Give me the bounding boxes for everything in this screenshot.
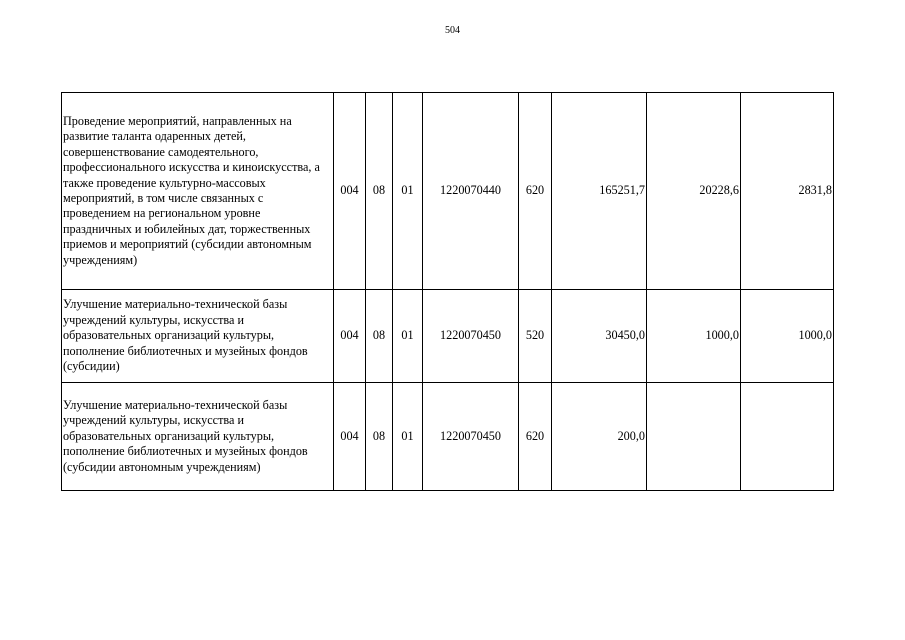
cell-amount-2: 1000,0 [647, 290, 741, 383]
cell-amount-1: 30450,0 [552, 290, 647, 383]
budget-table [61, 92, 834, 491]
cell-ministry: 004 [334, 383, 366, 491]
cell-amount-1: 165251,7 [552, 93, 647, 290]
cell-expense-type: 620 [519, 93, 552, 290]
cell-subsection: 01 [393, 290, 423, 383]
cell-ministry: 004 [334, 290, 366, 383]
table-row [62, 383, 834, 491]
cell-target-article: 1220070450 [423, 290, 519, 383]
cell-section: 08 [366, 93, 393, 290]
cell-description: Проведение мероприятий, направленных на развитие таланта одаренных детей, совершенствование самодеятельного, профессионального искусства и киноискусства, а также проведение культурно-массовых мероприятий, в том числе связанных с проведением на региональном уровне праздничных и юбилейных дат, торжественных приемов и мероприятий (субсидии автономным учреждениям) [62, 93, 334, 290]
table-row [62, 290, 834, 383]
cell-description: Улучшение материально-технической базы учреждений культуры, искусства и образовательных организаций культуры, пополнение библиотечных и музейных фондов (субсидии автономным учреждениям) [62, 383, 334, 491]
cell-subsection: 01 [393, 383, 423, 491]
cell-target-article: 1220070440 [423, 93, 519, 290]
cell-amount-1: 200,0 [552, 383, 647, 491]
cell-section: 08 [366, 290, 393, 383]
page-number: 504 [445, 25, 460, 36]
cell-expense-type: 620 [519, 383, 552, 491]
cell-section: 08 [366, 383, 393, 491]
cell-amount-2 [647, 383, 741, 491]
table-row [62, 93, 834, 290]
cell-description: Улучшение материально-технической базы учреждений культуры, искусства и образовательных организаций культуры, пополнение библиотечных и музейных фондов (субсидии) [62, 290, 334, 383]
cell-amount-3: 1000,0 [741, 290, 834, 383]
cell-target-article: 1220070450 [423, 383, 519, 491]
cell-amount-3 [741, 383, 834, 491]
cell-expense-type: 520 [519, 290, 552, 383]
cell-amount-3: 2831,8 [741, 93, 834, 290]
cell-ministry: 004 [334, 93, 366, 290]
cell-amount-2: 20228,6 [647, 93, 741, 290]
cell-subsection: 01 [393, 93, 423, 290]
